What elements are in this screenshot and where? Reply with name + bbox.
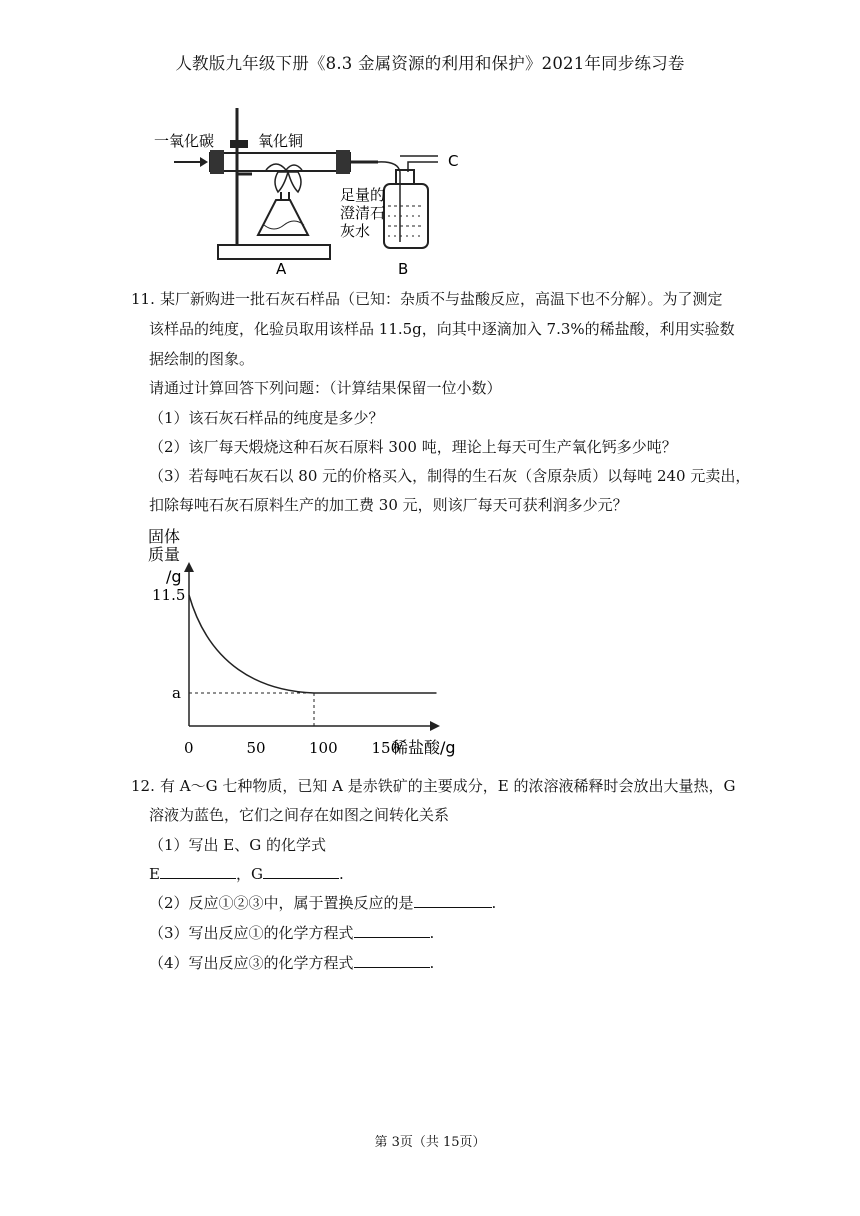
q12-sub-3-text: （3）写出反应①的化学方程式 xyxy=(149,924,354,942)
x-tick-label: 50 xyxy=(246,739,266,757)
q11-line-4: 请通过计算回答下列问题：（计算结果保留一位小数） xyxy=(149,379,502,397)
label-outlet-c: C xyxy=(448,152,459,170)
q11-line-3: 据绘制的图象。 xyxy=(149,350,255,368)
q11-sub-3a: （3）若每吨石灰石以 80 元的价格买入，制得的生石灰（含原杂质）以每吨 240 元卖出， xyxy=(149,467,751,485)
answer-blank-3[interactable] xyxy=(354,923,430,938)
x-axis-title: 稀盐酸/g xyxy=(392,738,456,757)
q12-sub-4-dot: . xyxy=(429,954,435,972)
q12-sub-4-text: （4）写出反应③的化学方程式 xyxy=(149,954,354,972)
answer-blank-4[interactable] xyxy=(354,953,430,968)
y-tick-label: 11.5 xyxy=(152,586,186,604)
q12-answer-line xyxy=(149,864,344,884)
q12-sub-2-dot: . xyxy=(491,894,497,912)
q12-end-dot: . xyxy=(338,865,344,883)
flame xyxy=(275,172,301,192)
y-axis-label-line-2: 质量 xyxy=(148,545,181,564)
q11-number: 11. xyxy=(131,290,155,308)
q12-sub-4 xyxy=(149,953,434,973)
label-lime-3: 灰水 xyxy=(340,222,371,240)
label-lime-2: 澄清石 xyxy=(340,204,386,222)
q11-sub-2: （2）该厂每天煅烧这种石灰石原料 300 吨，理论上每天可生产氧化钙多少吨？ xyxy=(149,438,677,456)
x-tick-label: 150 xyxy=(371,739,401,757)
q12-sub-3-dot: . xyxy=(429,924,435,942)
label-co: 一氧化碳 xyxy=(154,132,215,150)
alcohol-lamp xyxy=(258,200,308,235)
answer-blank-e[interactable] xyxy=(160,864,236,879)
q12-g-label: ，G xyxy=(235,865,263,883)
page-header-title: 人教版九年级下册《8.3 金属资源的利用和保护》2021年同步练习卷 xyxy=(175,54,685,73)
bottle-neck xyxy=(396,170,414,184)
q12-sub-1: （1）写出 E、G 的化学式 xyxy=(149,836,327,854)
y-axis-unit: /g xyxy=(166,567,182,586)
x-tick-label: 100 xyxy=(309,739,338,757)
glass-tube xyxy=(210,153,350,171)
x-axis-arrow xyxy=(430,721,440,731)
label-lime-1: 足量的 xyxy=(340,186,386,204)
q12-e-label: E xyxy=(149,865,160,883)
label-a: A xyxy=(276,260,287,278)
copper-oxide xyxy=(266,164,302,170)
q12-number: 12. xyxy=(131,777,155,795)
label-cuo: 氧化铜 xyxy=(258,132,304,150)
answer-blank-g[interactable] xyxy=(263,864,339,879)
answer-blank-2[interactable] xyxy=(414,893,492,908)
solid-mass-chart xyxy=(140,520,470,765)
q12-sub-2-text: （2）反应①②③中，属于置换反应的是 xyxy=(149,894,414,912)
y-axis-arrow xyxy=(184,562,194,572)
q12-sub-3 xyxy=(149,923,434,943)
label-b: B xyxy=(398,260,409,278)
page-footer: 第 3页（共 15页） xyxy=(374,1135,486,1150)
q11-sub-3b: 扣除每吨石灰石原料生产的加工费 30 元，则该厂每天可获利润多少元？ xyxy=(149,496,628,514)
q12-sub-2 xyxy=(149,893,496,913)
apparatus-diagram xyxy=(148,100,478,280)
series-line xyxy=(189,595,437,693)
q11-line-2: 该样品的纯度，化验员取用该样品 11.5g，向其中逐滴加入 7.3%的稀盐酸，利用实验数 xyxy=(149,320,735,338)
q12-line-2: 溶液为蓝色，它们之间存在如图之间转化关系 xyxy=(149,806,450,824)
q11-sub-1: （1）该石灰石样品的纯度是多少？ xyxy=(149,409,384,427)
q12-line-1: 有 A～G 七种物质，已知 A 是赤铁矿的主要成分，E 的浓溶液稀释时会放出大量热，G xyxy=(160,777,736,795)
stand-base xyxy=(218,245,330,259)
y-axis-label-line-1: 固体 xyxy=(148,527,181,546)
q11-line-1: 某厂新购进一批石灰石样品（已知：杂质不与盐酸反应，高温下也不分解）。为了测定 xyxy=(160,290,723,308)
x-tick-label: 0 xyxy=(184,739,194,757)
y-tick-label: a xyxy=(172,684,181,702)
